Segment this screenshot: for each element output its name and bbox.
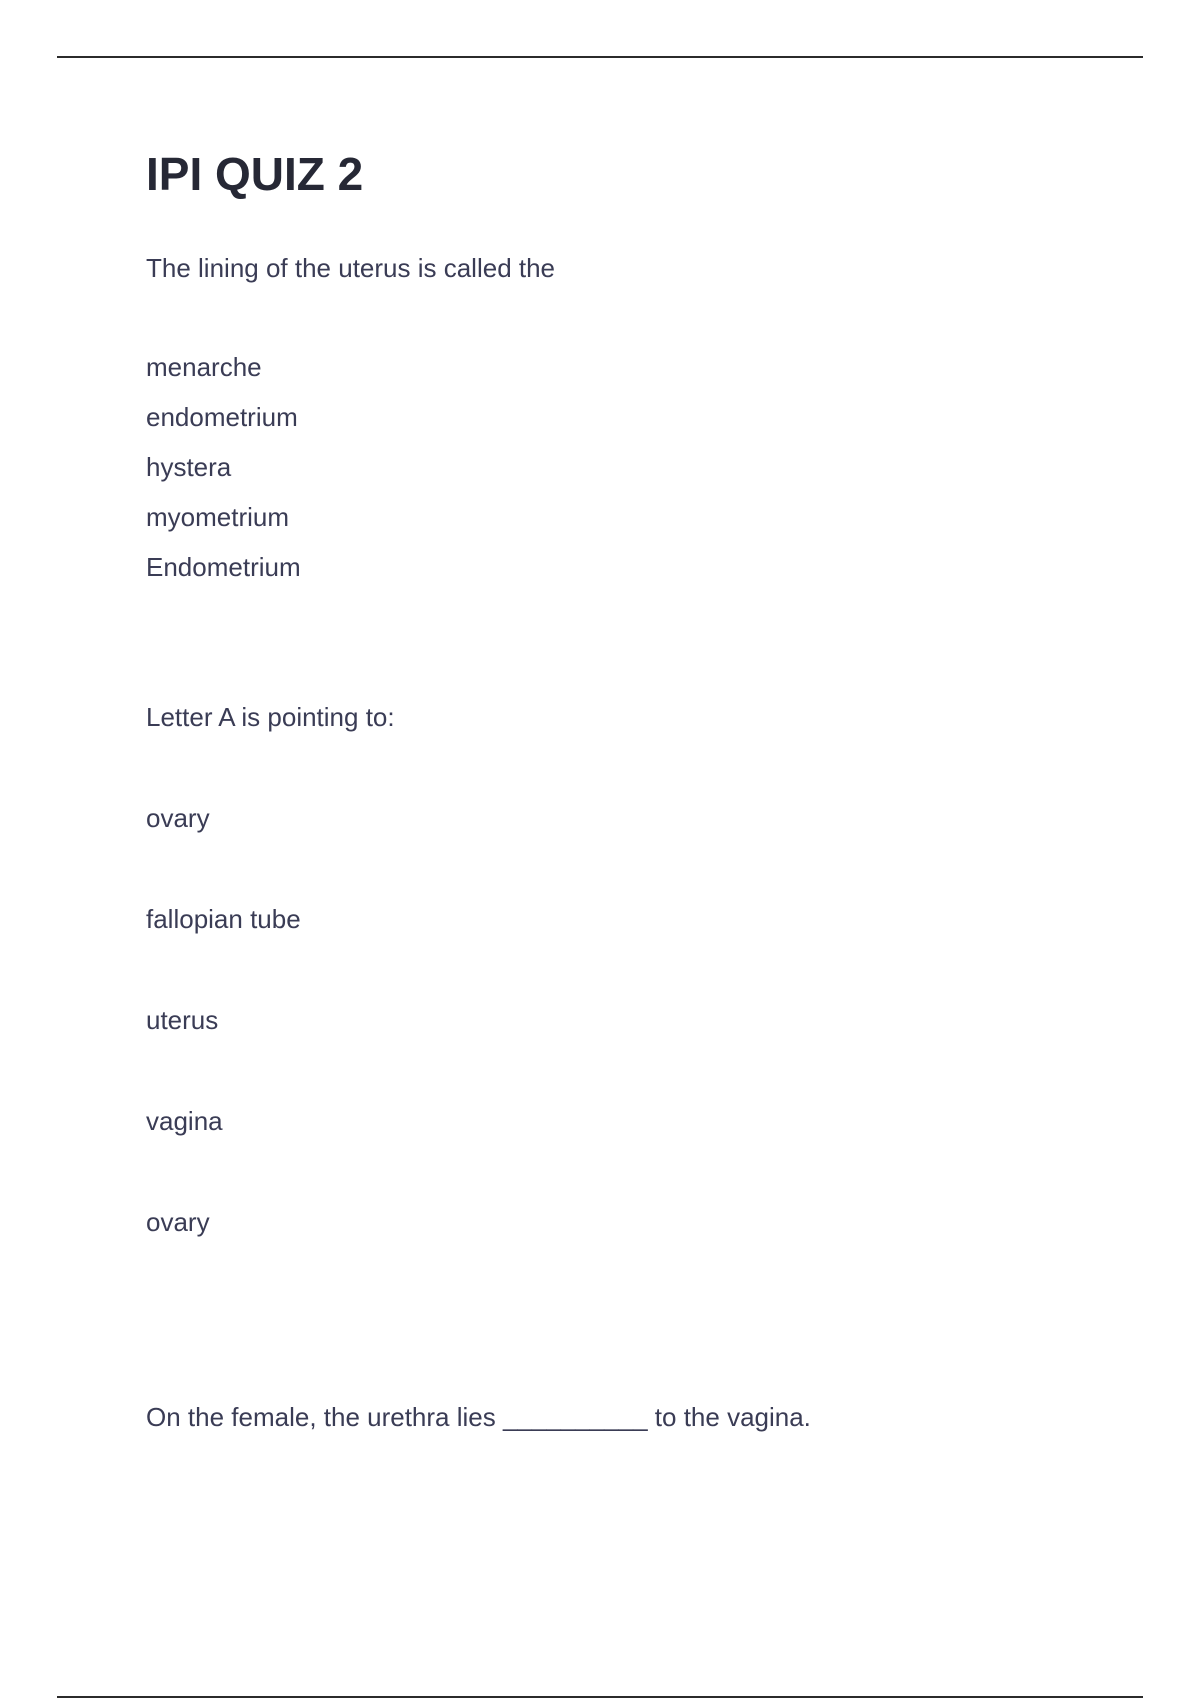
bottom-rule xyxy=(57,1696,1143,1698)
answer-option: menarche xyxy=(146,352,262,382)
answer-option: fallopian tube xyxy=(146,904,301,934)
top-rule xyxy=(57,56,1143,58)
correct-answer: Endometrium xyxy=(146,552,301,582)
question-2-prompt: Letter A is pointing to: xyxy=(146,702,395,732)
correct-answer: ovary xyxy=(146,1207,210,1237)
question-1-prompt: The lining of the uterus is called the xyxy=(146,253,556,283)
question-1-options xyxy=(146,351,301,601)
page-title: IPI QUIZ 2 xyxy=(146,148,364,200)
question-3-prompt: On the female, the urethra lies __________ to the vagina. xyxy=(146,1402,811,1432)
answer-option: ovary xyxy=(146,803,210,833)
answer-option: hystera xyxy=(146,452,232,482)
answer-option: endometrium xyxy=(146,402,298,432)
answer-option: vagina xyxy=(146,1106,223,1136)
question-2-options xyxy=(146,802,301,1307)
answer-option: uterus xyxy=(146,1005,219,1035)
answer-option: myometrium xyxy=(146,502,290,532)
